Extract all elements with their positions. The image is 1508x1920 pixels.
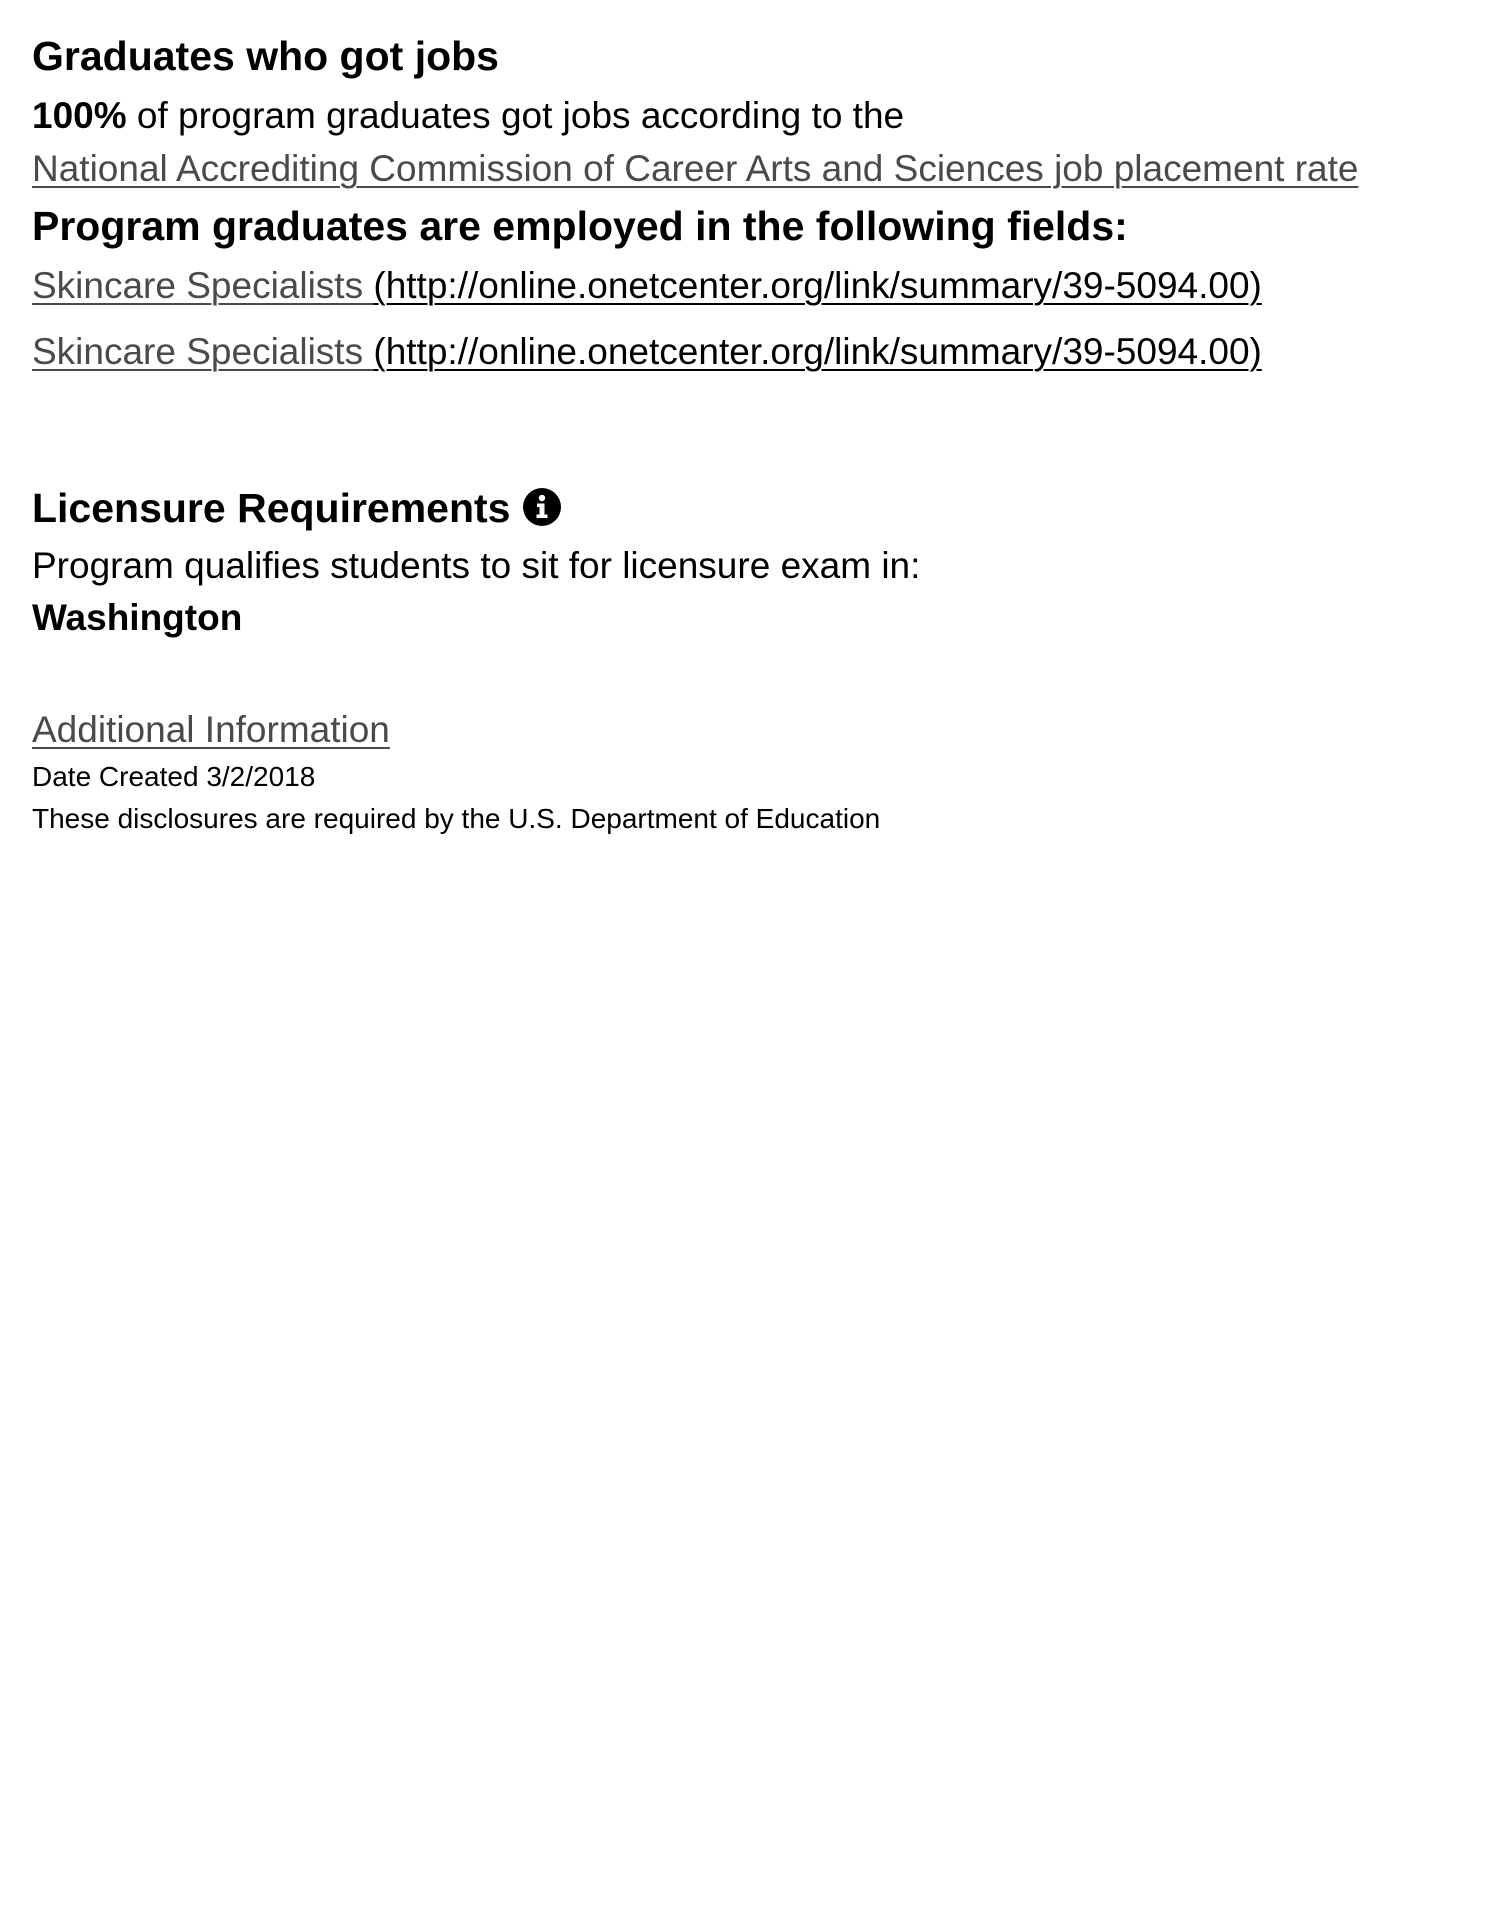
jobs-heading: Graduates who got jobs — [32, 33, 499, 79]
field-url-link[interactable]: (http://online.onetcenter.org/link/summary/39-5094.00) — [373, 331, 1262, 372]
licensure-state: Washington — [32, 597, 243, 638]
field-link[interactable]: Skincare Specialists — [32, 331, 374, 372]
field-url-link[interactable]: (http://online.onetcenter.org/link/summary/39-5094.00) — [373, 265, 1262, 306]
additional-info-line — [32, 708, 390, 752]
info-icon[interactable] — [523, 488, 561, 526]
placement-rate-link-line — [32, 147, 1358, 191]
fields-heading: Program graduates are employed in the following fields: — [32, 203, 1128, 249]
licensure-heading — [32, 484, 561, 532]
field-item — [32, 330, 1262, 374]
licensure-text: Program qualifies students to sit for licensure exam in: — [32, 545, 921, 586]
disclosure-note: These disclosures are required by the U.S. Department of Education — [32, 803, 881, 834]
additional-info-link[interactable]: Additional Information — [32, 709, 390, 750]
placement-rate-text: of program graduates got jobs according to the — [126, 95, 905, 136]
placement-rate-line — [32, 94, 904, 138]
placement-percent: 100% — [32, 95, 127, 136]
date-created: Date Created 3/2/2018 — [32, 761, 316, 792]
licensure-heading-text: Licensure Requirements — [32, 485, 511, 531]
placement-rate-link[interactable]: National Accrediting Commission of Career Arts and Sciences job placement rate — [32, 148, 1359, 189]
field-link[interactable]: Skincare Specialists — [32, 265, 374, 306]
field-item — [32, 264, 1262, 308]
